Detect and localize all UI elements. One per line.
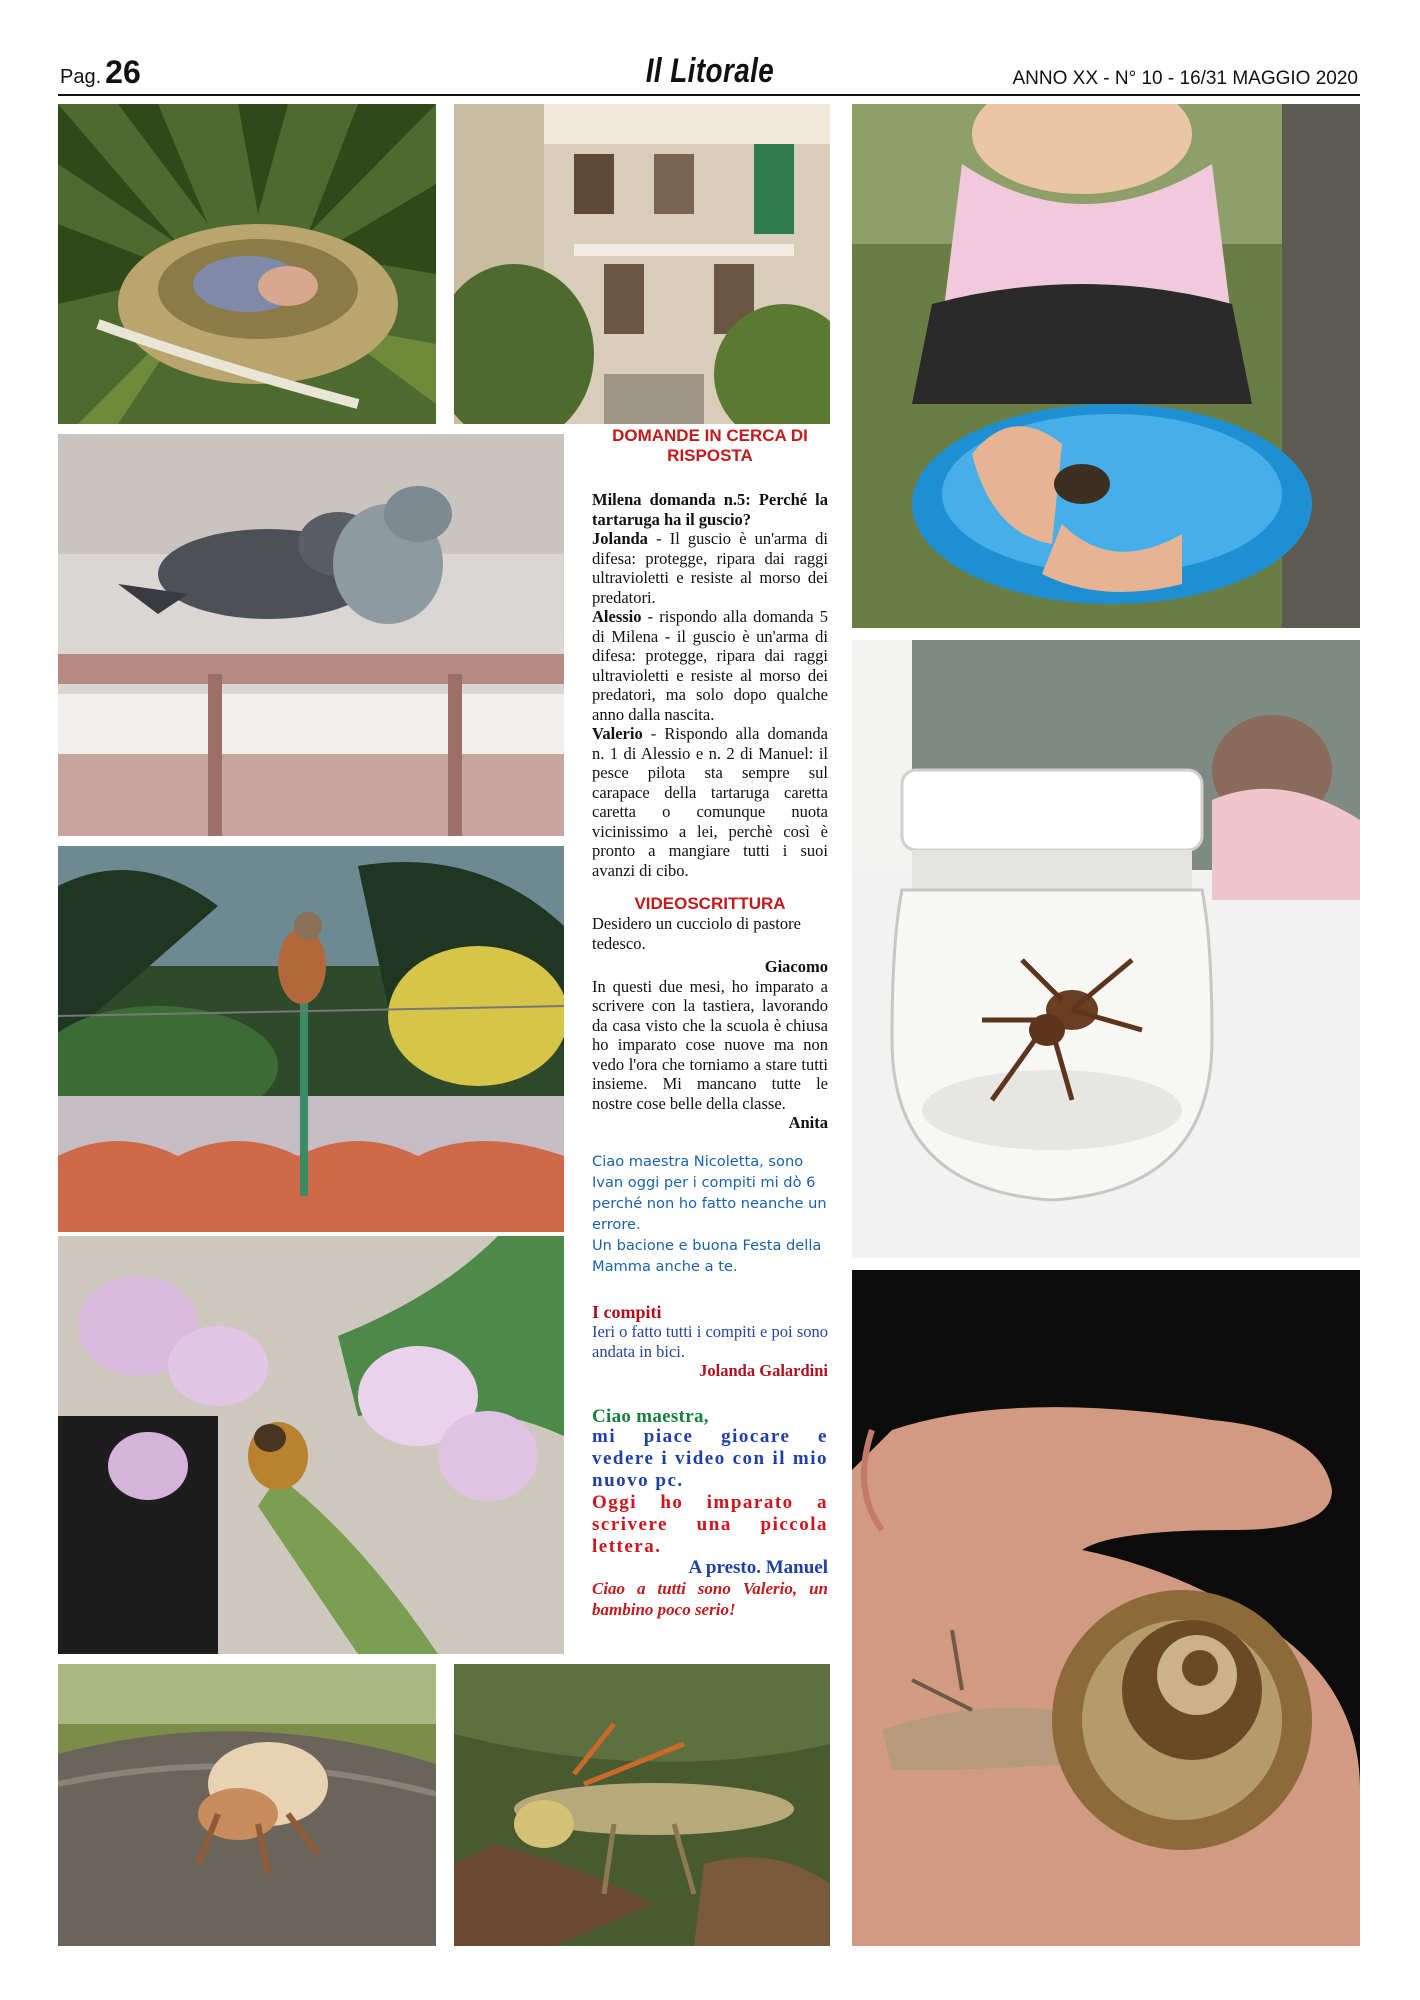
photo-bird-nest	[58, 104, 436, 424]
domande-title: DOMANDE IN CERCA DI RISPOSTA	[612, 426, 808, 465]
ivan-line-2: Un bacione e buona Festa della Mamma anche a te.	[592, 1236, 822, 1275]
photo-snail-hand	[852, 1270, 1360, 1946]
masthead: Il Litorale	[645, 52, 775, 90]
photo-building	[454, 104, 830, 424]
header-rule	[58, 94, 1360, 96]
page-number-value: 26	[105, 54, 141, 90]
ivan-line-1: Ciao maestra Nicoletta, sono Ivan oggi per i compiti mi dò 6 perché non ho fatto neanche un errore.	[592, 1152, 827, 1233]
compiti-title: I compiti	[592, 1301, 662, 1322]
photo-spider-jar	[852, 640, 1360, 1258]
anita-text: In questi due mesi, ho imparato a scrivere con la tastiera, lavorando da casa visto che la scuola è chiusa ho imparato cose nuove ma non vedo l'ora che torniamo a stare tutti insieme. Mi mancano tutte le nostre cose belle della classe.	[592, 976, 828, 1113]
photo-cicada	[58, 1664, 436, 1946]
alessio-name: Alessio	[592, 607, 642, 626]
compiti-signature: Jolanda Galardini	[699, 1361, 828, 1380]
photo-sage-bee	[58, 1236, 564, 1654]
manuel-greeting: Ciao maestra,	[592, 1405, 709, 1427]
page-number	[60, 54, 141, 91]
jolanda-answer	[592, 529, 828, 607]
valerio-answer	[592, 724, 828, 880]
valerio-name: Valerio	[592, 724, 643, 743]
photo-girl-turtle	[852, 104, 1360, 628]
compiti-text: Ieri o fatto tutti i compiti e poi sono andata in bici.	[592, 1322, 828, 1361]
text-column	[592, 426, 828, 1620]
photo-grasshopper	[454, 1664, 830, 1946]
milena-question: Milena domanda n.5: Perché la tartaruga ha il guscio?	[592, 490, 828, 529]
videoscrittura-title: VIDEOSCRITTURA	[634, 894, 786, 913]
manuel-signature: A presto. Manuel	[688, 1557, 828, 1578]
page-prefix: Pag.	[60, 66, 102, 88]
photo-kestrel	[58, 846, 564, 1232]
valerio-text: - Rispondo alla domanda n. 1 di Alessio e n. 2 di Manuel: il pesce pilota sta sempre sul carapace della tartaruga caretta caretta o comunque nuota vicinissimo a lei, perchè così è pronto a mangiare tutti i suoi avanzi di cibo.	[592, 724, 828, 880]
manuel-line-2: mi piace giocare e vedere i video con il mio nuovo pc.	[592, 1426, 828, 1491]
issue-info: ANNO XX - N° 10 - 16/31 MAGGIO 2020	[1012, 68, 1358, 89]
anita-signature: Anita	[788, 1113, 828, 1132]
giacomo-text: Desidero un cucciolo di pastore tedesco.	[592, 914, 801, 953]
ivan-note	[592, 1151, 828, 1277]
valerio-note: Ciao a tutti sono Valerio, un bambino poco serio!	[592, 1578, 828, 1619]
manuel-line-3: Oggi ho imparato a scrivere una piccola lettera.	[592, 1492, 828, 1557]
jolanda-name: Jolanda	[592, 529, 648, 548]
alessio-answer	[592, 607, 828, 724]
jolanda-text: - Il guscio è un'arma di difesa: protegge, ripara dai raggi ultravioletti e resiste al morso dei predatori.	[592, 529, 828, 607]
alessio-text: - rispondo alla domanda 5 di Milena - il guscio è un'arma di difesa: protegge, ripara dai raggi ultravioletti e resiste al morso dei predatori, ma solo dopo qualche anno dalla nascita.	[592, 607, 828, 724]
giacomo-signature: Giacomo	[764, 957, 828, 976]
photo-pigeons	[58, 434, 564, 836]
